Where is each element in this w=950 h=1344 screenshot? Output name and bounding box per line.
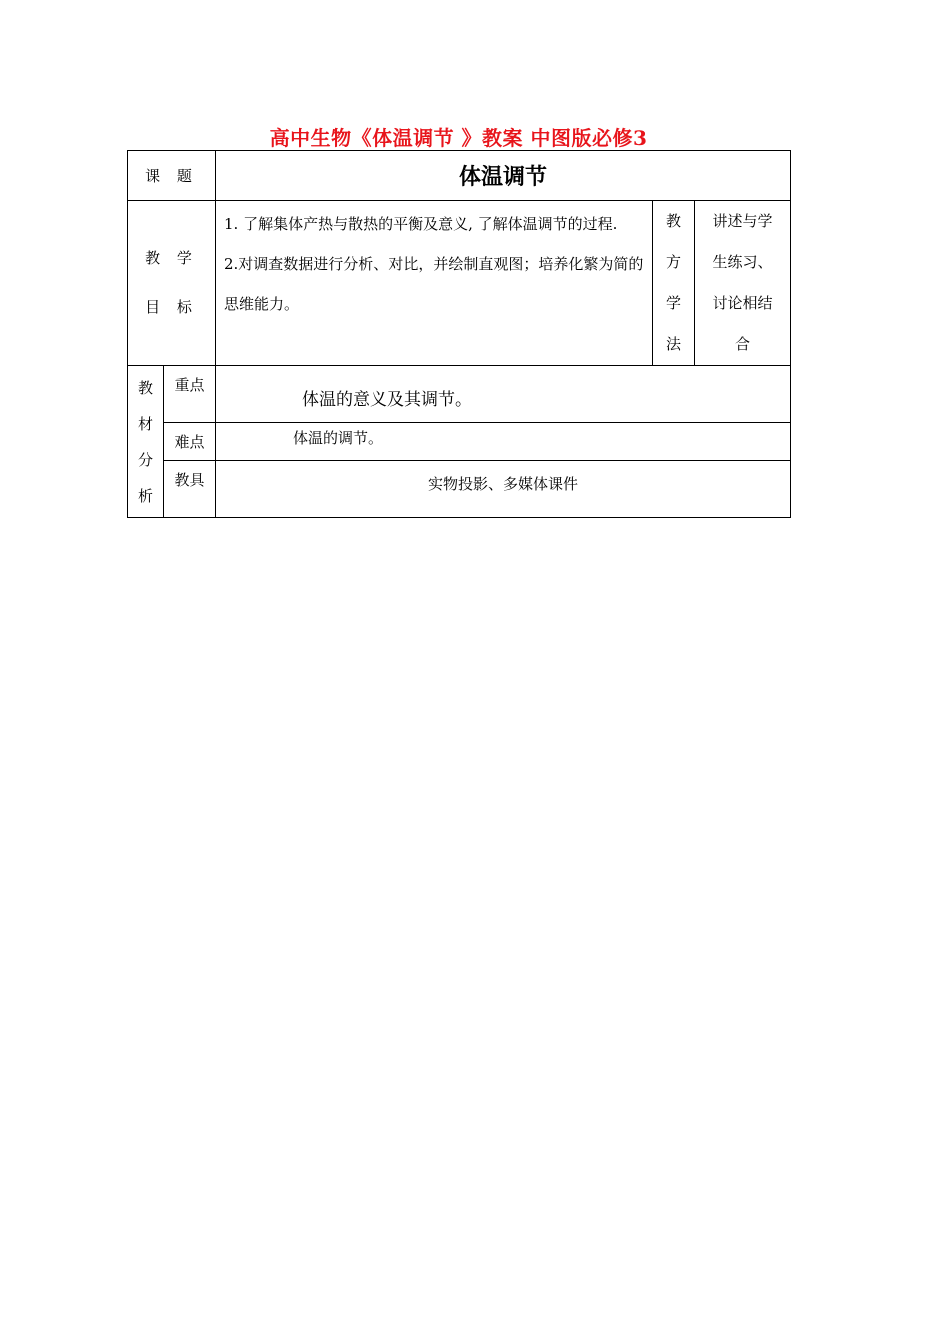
materials-analysis-label <box>128 366 164 518</box>
method-label-char: 学 <box>665 294 681 312</box>
difficulty-value: 体温的调节。 <box>216 423 791 461</box>
subject-value: 体温调节 <box>216 151 791 201</box>
tools-value: 实物投影、多媒体课件 <box>216 461 791 518</box>
goals-label-line1: 教 学 <box>145 249 198 267</box>
goal-item-1: 1. 了解集体产热与散热的平衡及意义, 了解体温调节的过程. <box>224 215 618 233</box>
goals-label <box>128 201 216 366</box>
difficulty-label: 难点 <box>164 423 216 461</box>
method-value-line: 合 <box>734 335 750 353</box>
subject-row <box>128 151 791 201</box>
document-title: 高中生物《体温调节 》教案 中图版必修3 <box>269 126 648 150</box>
method-value <box>695 201 791 366</box>
method-label-char: 方 <box>665 253 681 271</box>
method-value-line: 讨论相结 <box>712 294 773 312</box>
materials-label-char: 教 <box>137 378 153 397</box>
method-label-char: 法 <box>665 335 681 353</box>
method-label-char: 教 <box>665 212 681 230</box>
tools-row <box>128 461 791 518</box>
materials-label-char: 材 <box>137 414 153 433</box>
materials-label-char: 分 <box>137 450 153 469</box>
lesson-plan-table <box>127 150 791 518</box>
focus-row <box>128 366 791 423</box>
goals-row <box>128 201 791 366</box>
subject-label: 课 题 <box>128 151 216 201</box>
goals-text <box>216 201 653 366</box>
goals-label-line2: 目 标 <box>145 298 198 316</box>
materials-label-char: 析 <box>137 486 153 505</box>
method-label <box>653 201 695 366</box>
goal-item-2: 2.对调查数据进行分析、对比，并绘制直观图；培养化繁为简的思维能力。 <box>224 255 644 313</box>
difficulty-row <box>128 423 791 461</box>
method-value-line: 讲述与学 <box>712 212 773 230</box>
focus-label: 重点 <box>164 366 216 423</box>
method-value-line: 生练习、 <box>712 253 773 271</box>
focus-value: 体温的意义及其调节。 <box>216 366 791 423</box>
tools-label: 教具 <box>164 461 216 518</box>
